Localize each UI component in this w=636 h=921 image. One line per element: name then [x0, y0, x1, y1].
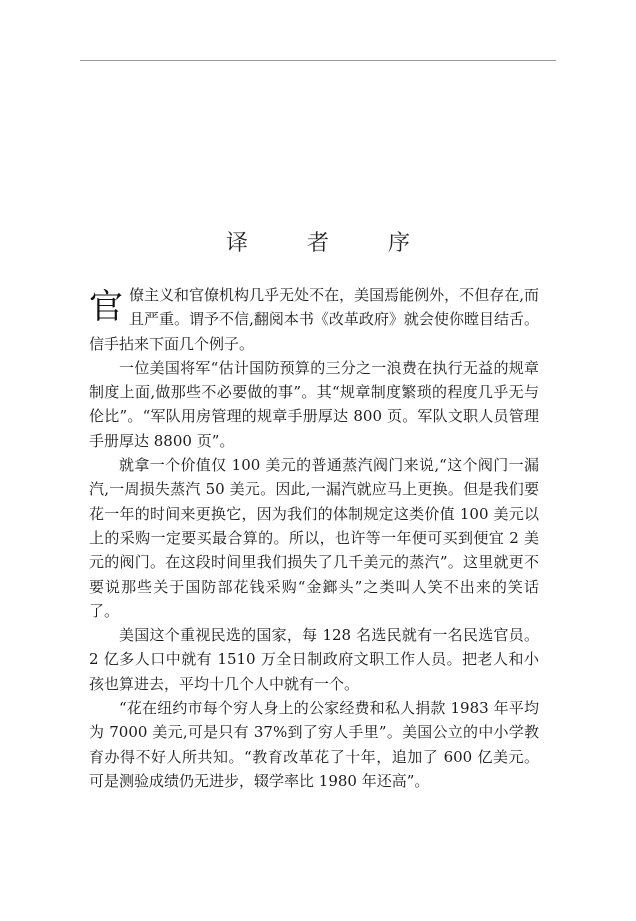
paragraph-2: 一位美国将军“估计国防预算的三分之一浪费在执行无益的规章制度上面,做那些不必要做的事”。其“规章制度繁琐的程度几乎无与伦比”。“军队用房管理的规章手册厚达 800 页。军队文职人员管理手册厚达 8800 页”。	[89, 358, 539, 450]
paragraph-1-text: 僚主义和官僚机构几乎无处不在，美国焉能例外，不但存在,而且严重。谓予不信,翻阅本书《改革政府》就会使你瞠目结舌。信手拈来下面几个例子。	[89, 286, 539, 353]
paragraph-1	[89, 283, 539, 356]
drop-cap: 官	[89, 287, 123, 327]
paragraph-3: 就拿一个价值仅 100 美元的普通蒸汽阀门来说,“这个阀门一漏汽,一周损失蒸汽 50 美元。因此,一漏汽就应马上更换。但是我们要花一年的时间来更换它，因为我们的体制规定这类价值 100 美元以上的采购一定要买最合算的。所以，也许等一年便可买到便宜 2 美元的阀门。在这段时间里我们损失了几千美元的蒸汽”。这里就更不要说那些关于国防部花钱采购“金鎯头”之类叫人笑不出来的笑话了。	[89, 456, 539, 620]
paragraph-4: 美国这个重视民选的国家，每 128 名选民就有一名民选官员。2 亿多人口中就有 1510 万全日制政府文职工作人员。把老人和小孩也算进去，平均十几个人中就有一个。	[89, 626, 539, 693]
paragraph-5: “花在纽约市每个穷人身上的公家经费和私人捐款 1983 年平均为 7000 美元,可是只有 37%到了穷人手里”。美国公立的中小学教育办得不好人所共知。“教育改革花了十年，追加了 600 亿美元。可是测验成绩仍无进步，辍学率比 1980 年还高”。	[89, 699, 539, 790]
header-rule	[80, 60, 556, 61]
body-text	[89, 283, 539, 793]
page-title: 译 者 序	[226, 231, 436, 256]
